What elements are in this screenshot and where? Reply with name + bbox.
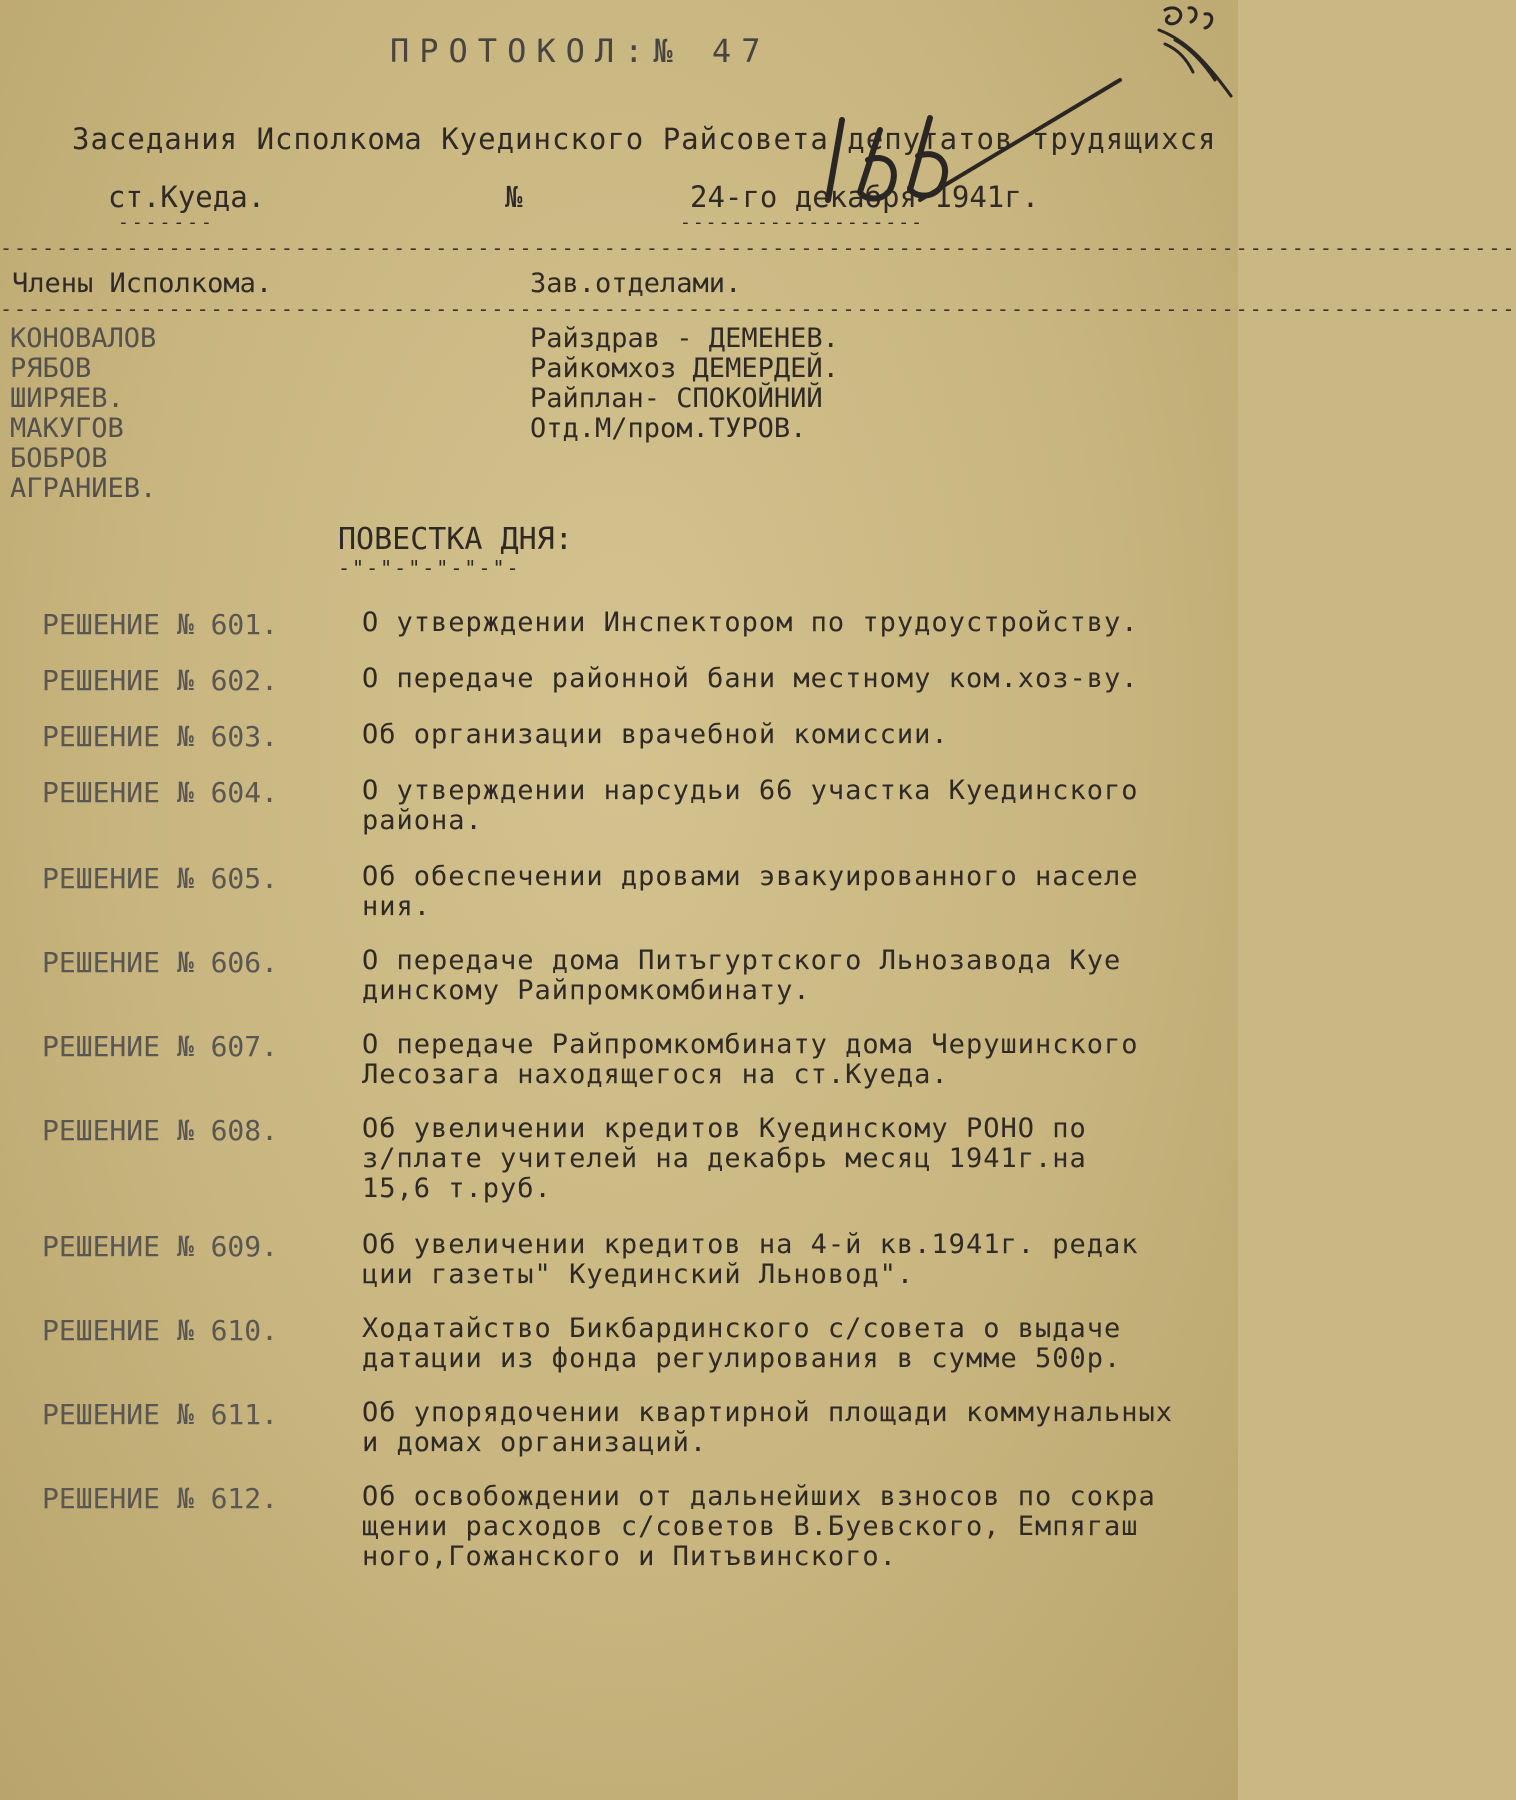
decision-text: О передаче Райпромкомбинату дома Черушинского Лесозага находящегося на ст.Куеда. <box>362 1029 1139 1090</box>
department-head: Отд.М/пром.ТУРОВ. <box>530 413 807 444</box>
date-underline: ------------------- <box>680 212 924 233</box>
decision-label: РЕШЕНИЕ № 612. <box>42 1482 279 1515</box>
department-head: Райздрав - ДЕМЕНЕВ. <box>530 323 839 354</box>
members-header: Члены Исполкома. <box>12 268 273 299</box>
decision-text: О передаче районной бани местному ком.хоз-ву. <box>362 663 1139 694</box>
member-name: ШИРЯЕВ. <box>10 383 124 414</box>
members-list <box>10 324 156 504</box>
corner-handwritten-note <box>1145 0 1238 110</box>
decision-label: РЕШЕНИЕ № 610. <box>42 1314 279 1347</box>
decision-label: РЕШЕНИЕ № 611. <box>42 1398 279 1431</box>
agenda-underline: -"-"-"-"-"-"- <box>338 556 521 580</box>
decision-text: О утверждении нарсудьи 66 участка Куединского района. <box>362 775 1139 836</box>
member-name: РЯБОВ <box>10 353 92 384</box>
decision-label: РЕШЕНИЕ № 607. <box>42 1030 279 1063</box>
decision-label: РЕШЕНИЕ № 603. <box>42 720 279 753</box>
department-heads-list <box>530 324 839 444</box>
meeting-place: ст.Куеда. <box>108 180 266 214</box>
separator-line-top: ------------------------------------------------------------------------------------------------------------ <box>0 236 1516 260</box>
decision-label: РЕШЕНИЕ № 609. <box>42 1230 279 1263</box>
member-name: МАКУГОВ <box>10 413 124 444</box>
place-underline: ------- <box>118 212 215 233</box>
decision-label: РЕШЕНИЕ № 606. <box>42 946 279 979</box>
agenda-title: ПОВЕСТКА ДНЯ: <box>338 522 573 557</box>
decision-text: Об обеспечении дровами эвакуированного населе ния. <box>362 861 1139 922</box>
decision-text: Ходатайство Бикбардинского с/совета о выдаче датации из фонда регулирования в сумме 500р. <box>362 1313 1122 1374</box>
decision-text: Об организации врачебной комиссии. <box>362 719 949 750</box>
decision-label: РЕШЕНИЕ № 604. <box>42 776 279 809</box>
decision-label: РЕШЕНИЕ № 602. <box>42 664 279 697</box>
decision-text: Об упорядочении квартирной площади коммунальных и домах организаций. <box>362 1397 1174 1458</box>
decision-text: О утверждении Инспектором по трудоустройству. <box>362 607 1139 638</box>
decision-text: Об освобождении от дальнейших взносов по сокра щении расходов с/советов В.Буевского, Емпягаш ного,Гожанского и Питъвинского. <box>362 1481 1156 1572</box>
member-name: БОБРОВ <box>10 443 108 474</box>
handwritten-number-mark <box>820 60 1000 210</box>
department-heads-header: Зав.отделами. <box>530 268 742 299</box>
meeting-subtitle: Заседания Исполкома Куединского Райсовета депутатов трудящихся <box>72 122 1217 156</box>
decision-text: Об увеличении кредитов на 4-й кв.1941г. редак ции газеты" Куединский Льновод". <box>362 1229 1139 1290</box>
meeting-date: 24-го декабря 1941г. <box>690 180 1040 214</box>
decision-text: Об увеличении кредитов Куединскому РОНО по з/плате учителей на декабрь месяц 1941г.на 15,6 т.руб. <box>362 1113 1087 1204</box>
number-sign: № <box>505 180 523 214</box>
decision-label: РЕШЕНИЕ № 601. <box>42 608 279 641</box>
decision-label: РЕШЕНИЕ № 605. <box>42 862 279 895</box>
department-head: Райкомхоз ДЕМЕРДЕЙ. <box>530 353 839 384</box>
protocol-title: ПРОТОКОЛ:№ 47 <box>390 32 771 70</box>
department-head: Райплан- СПОКОЙНИЙ <box>530 383 823 414</box>
member-name: КОНОВАЛОВ <box>10 323 157 354</box>
decision-text: О передаче дома Питъгуртского Льнозавода Куе динскому Райпромкомбинату. <box>362 945 1122 1006</box>
decision-label: РЕШЕНИЕ № 608. <box>42 1114 279 1147</box>
separator-line-bottom: ------------------------------------------------------------------------------------------------------------ <box>0 297 1516 321</box>
member-name: АГРАНИЕВ. <box>10 473 157 504</box>
